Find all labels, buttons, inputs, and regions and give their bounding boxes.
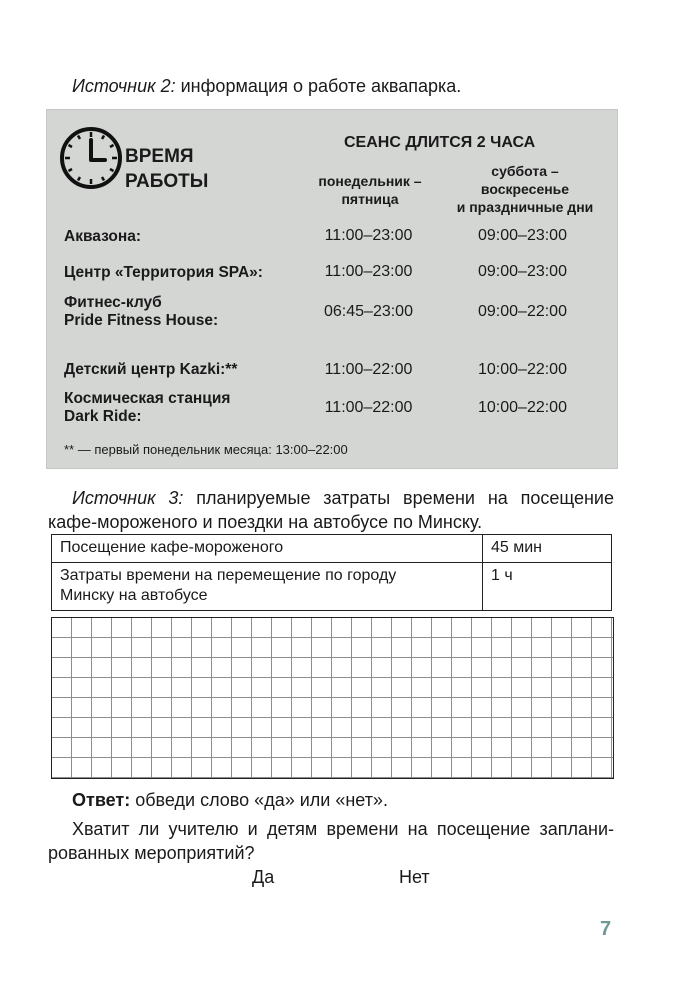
row-label-line1: Аквазона: [64, 228, 142, 245]
page-number: 7 [600, 918, 612, 940]
schedule-time-weekend: 09:00–22:00 [478, 303, 567, 320]
table-row [52, 563, 612, 611]
schedule-row-label [64, 361, 237, 379]
answer-label: Ответ: [72, 790, 131, 810]
schedule-row-label [64, 294, 218, 330]
table-row [52, 535, 612, 563]
row-label-line2: Pride Fitness House: [64, 312, 219, 329]
schedule-title-line1: ВРЕМЯ [125, 146, 194, 167]
cost-item-line1: Посещение кафе-мороженого [60, 539, 284, 556]
schedule-time-weekdays: 06:45–23:00 [324, 303, 413, 320]
source2-caption [72, 76, 461, 97]
schedule-row-label [64, 264, 263, 282]
schedule-row-label [64, 228, 141, 246]
question-line2: рованных мероприятий? [48, 843, 255, 863]
cost-item-line1: Затраты времени на перемещение по городу [60, 567, 397, 584]
row-label-line1: Центр «Территория SPA»: [64, 264, 263, 281]
cost-item [52, 535, 483, 563]
row-label-line1: Детский центр Kazki:** [64, 361, 238, 378]
cost-item [52, 563, 483, 611]
schedule-time-weekdays: 11:00–23:00 [324, 263, 413, 280]
answer-text: обведи слово «да» или «нет». [130, 790, 388, 810]
answer-instruction [72, 790, 388, 811]
row-label-line2: Dark Ride: [64, 408, 142, 425]
source2-label: Источник 2: [72, 76, 176, 96]
clock-icon [59, 126, 123, 190]
schedule-time-weekdays: 11:00–23:00 [324, 227, 413, 244]
schedule-time-weekend: 09:00–23:00 [478, 227, 567, 244]
costs-table [51, 534, 612, 611]
question-line1: Хватит ли учителю и детям времени на посещение заплани- [72, 819, 614, 839]
col-header-weekend-line1: суббота – [491, 163, 559, 179]
col-header-weekdays-line2: пятница [341, 191, 399, 207]
col-header-weekend [436, 162, 614, 216]
col-header-weekend-line2: воскресенье [480, 181, 570, 197]
option-yes[interactable]: Да [252, 867, 275, 887]
schedule-row-label [64, 390, 230, 426]
cost-item-line2: Минску на автобусе [60, 587, 208, 604]
source2-text: информация о работе аквапарка. [175, 76, 462, 96]
col-header-weekdays [300, 172, 440, 208]
calculation-grid[interactable] [51, 617, 614, 779]
schedule-time-weekend: 10:00–22:00 [478, 399, 567, 416]
row-label-line1: Фитнес-клуб [64, 294, 162, 311]
schedule-time-weekend: 10:00–22:00 [478, 361, 567, 378]
option-no[interactable]: Нет [399, 867, 430, 887]
source3-label: Источник 3: [72, 488, 184, 508]
source3-text-line2: кафе-мороженого и поездки на автобусе по Минску. [48, 512, 483, 532]
source3-caption [48, 486, 614, 534]
schedule-title-line2: РАБОТЫ [125, 171, 209, 192]
session-note: СЕАНС ДЛИТСЯ 2 ЧАСА [344, 134, 536, 151]
schedule-time-weekdays: 11:00–22:00 [324, 399, 413, 416]
schedule-time-weekend: 09:00–23:00 [478, 263, 567, 280]
col-header-weekend-line3: и праздничные дни [456, 199, 594, 215]
col-header-weekdays-line1: понедельник – [318, 173, 422, 189]
source3-text-line1: планируемые затраты времени на посещение [183, 488, 614, 508]
schedule-time-weekdays: 11:00–22:00 [324, 361, 413, 378]
question [48, 817, 614, 865]
cost-value: 1 ч [483, 563, 612, 611]
cost-value: 45 мин [483, 535, 612, 563]
schedule-footnote: ** — первый понедельник месяца: 13:00–22:00 [64, 442, 348, 457]
schedule-title [125, 144, 208, 194]
row-label-line1: Космическая станция [64, 390, 231, 407]
